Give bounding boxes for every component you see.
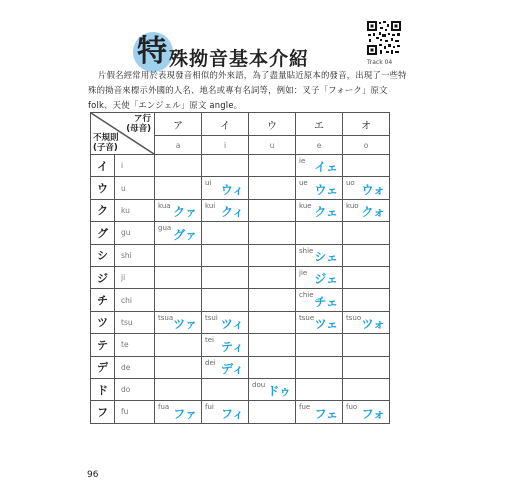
kana-cell	[343, 401, 390, 423]
table-row	[91, 177, 390, 199]
cell-kana: ウェ	[314, 182, 338, 197]
intro-paragraph	[88, 68, 408, 113]
empty-cell	[249, 401, 296, 423]
header-vowel-kana: ウ	[249, 113, 296, 136]
kana-cell	[155, 311, 202, 333]
table-row	[91, 155, 390, 177]
kana-cell	[249, 378, 296, 400]
row-consonant-romaji: i	[115, 155, 155, 177]
kana-cell	[155, 199, 202, 221]
empty-cell	[343, 244, 390, 266]
special-kana-table	[90, 112, 390, 424]
table-row	[91, 289, 390, 311]
empty-cell	[155, 356, 202, 378]
kana-cell	[202, 311, 249, 333]
corner-label-vowel: ア行 (母音)	[126, 114, 151, 134]
row-consonant-kana: ク	[91, 199, 115, 221]
row-consonant-kana: フ	[91, 401, 115, 423]
corner-label-consonant: 不規則 (子音)	[93, 133, 119, 153]
cell-romaji: ui	[205, 179, 212, 188]
header-vowel-kana: オ	[343, 113, 390, 136]
empty-cell	[155, 266, 202, 288]
cell-kana: クェ	[314, 205, 338, 220]
row-consonant-kana: ウ	[91, 177, 115, 199]
cell-kana: ウィ	[220, 182, 244, 197]
empty-cell	[202, 378, 249, 400]
kana-cell	[202, 356, 249, 378]
cell-romaji: ue	[299, 179, 308, 188]
empty-cell	[249, 266, 296, 288]
row-consonant-romaji: de	[115, 356, 155, 378]
kana-cell	[296, 155, 343, 177]
empty-cell	[296, 222, 343, 244]
empty-cell	[202, 289, 249, 311]
cell-romaji: kui	[205, 201, 216, 210]
row-consonant-romaji: gu	[115, 222, 155, 244]
cell-kana: ツィ	[220, 317, 244, 332]
empty-cell	[249, 222, 296, 244]
empty-cell	[296, 334, 343, 356]
empty-cell	[202, 244, 249, 266]
empty-cell	[202, 222, 249, 244]
row-consonant-kana: チ	[91, 289, 115, 311]
cell-romaji: tsuo	[346, 313, 362, 322]
empty-cell	[155, 244, 202, 266]
cell-kana: フォ	[361, 406, 385, 421]
cell-kana: ウォ	[361, 182, 385, 197]
kana-cell	[202, 334, 249, 356]
kana-cell	[202, 177, 249, 199]
cell-kana: フェ	[314, 406, 338, 421]
cell-romaji: tsua	[158, 313, 174, 322]
row-consonant-kana: シ	[91, 244, 115, 266]
empty-cell	[249, 244, 296, 266]
cell-kana: グァ	[172, 227, 197, 242]
cell-kana: シェ	[314, 249, 338, 264]
cell-romaji: fua	[158, 403, 170, 412]
cell-romaji: shie	[299, 246, 314, 255]
cell-kana: クォ	[361, 205, 385, 220]
empty-cell	[249, 155, 296, 177]
intro-text: 片假名經常用於表現發音相似的外來語，為了盡量貼近原本的發音，出現了一些特殊的拗音來標示外國的人名、地名或專有名詞等，例如：叉子「フォーク」原文 folk、天使「エンジェル」原文 angle。	[88, 70, 407, 110]
row-consonant-romaji: tsu	[115, 311, 155, 333]
page-number: 96	[87, 470, 99, 480]
row-consonant-romaji: shi	[115, 244, 155, 266]
kana-cell	[296, 199, 343, 221]
kana-cell	[296, 177, 343, 199]
cell-romaji: kua	[158, 201, 171, 210]
empty-cell	[343, 378, 390, 400]
empty-cell	[343, 356, 390, 378]
row-consonant-kana: テ	[91, 334, 115, 356]
table-row	[91, 378, 390, 400]
row-consonant-romaji: ji	[115, 266, 155, 288]
table-row	[91, 311, 390, 333]
cell-kana: チェ	[314, 294, 338, 309]
row-consonant-kana: ツ	[91, 311, 115, 333]
header-vowel-romaji: a	[155, 136, 202, 155]
cell-romaji: ie	[299, 157, 306, 165]
cell-kana: クィ	[220, 205, 244, 220]
kana-cell	[296, 289, 343, 311]
cell-kana: ツェ	[314, 317, 338, 332]
empty-cell	[155, 155, 202, 177]
empty-cell	[249, 177, 296, 199]
cell-romaji: uo	[346, 179, 355, 188]
track-label: Track 04	[367, 59, 393, 66]
cell-romaji: tsue	[299, 313, 315, 322]
cell-romaji: fue	[299, 403, 311, 412]
empty-cell	[249, 334, 296, 356]
kana-cell	[155, 222, 202, 244]
empty-cell	[249, 289, 296, 311]
kana-cell	[343, 311, 390, 333]
row-consonant-romaji: do	[115, 378, 155, 400]
kana-cell	[296, 401, 343, 423]
cell-romaji: gua	[158, 224, 172, 233]
empty-cell	[155, 378, 202, 400]
header-vowel-kana: イ	[202, 113, 249, 136]
empty-cell	[343, 334, 390, 356]
row-consonant-romaji: u	[115, 177, 155, 199]
empty-cell	[343, 266, 390, 288]
empty-cell	[155, 334, 202, 356]
cell-kana: ドゥ	[267, 384, 291, 399]
empty-cell	[296, 356, 343, 378]
kana-cell	[202, 401, 249, 423]
row-consonant-kana: デ	[91, 356, 115, 378]
cell-kana: イェ	[314, 160, 338, 175]
table-row	[91, 222, 390, 244]
cell-kana: ファ	[173, 406, 197, 421]
empty-cell	[343, 155, 390, 177]
empty-cell	[202, 266, 249, 288]
table-row	[91, 244, 390, 266]
table-row	[91, 266, 390, 288]
cell-romaji: tei	[205, 336, 214, 345]
empty-cell	[249, 311, 296, 333]
row-consonant-kana: ジ	[91, 266, 115, 288]
table-row	[91, 199, 390, 221]
table-corner-cell	[91, 113, 155, 155]
cell-romaji: kue	[299, 201, 312, 210]
cell-kana: フィ	[220, 406, 244, 421]
cell-romaji: dei	[205, 358, 216, 367]
header-vowel-kana: エ	[296, 113, 343, 136]
header-vowel-romaji: u	[249, 136, 296, 155]
row-consonant-romaji: te	[115, 334, 155, 356]
title-first-char: 特	[137, 34, 167, 69]
kana-cell	[343, 177, 390, 199]
cell-kana: ツァ	[173, 317, 197, 332]
cell-kana: ディ	[220, 361, 244, 376]
kana-cell	[296, 244, 343, 266]
row-consonant-kana: ド	[91, 378, 115, 400]
empty-cell	[249, 356, 296, 378]
qr-code-icon[interactable]	[366, 20, 402, 56]
row-consonant-kana: イ	[91, 155, 115, 177]
cell-romaji: fuo	[346, 403, 358, 412]
cell-romaji: tsui	[205, 313, 218, 322]
cell-kana: ティ	[220, 339, 244, 354]
empty-cell	[343, 289, 390, 311]
empty-cell	[249, 199, 296, 221]
cell-kana: ツォ	[361, 317, 385, 332]
cell-romaji: jie	[299, 268, 308, 277]
row-consonant-romaji: ku	[115, 199, 155, 221]
row-consonant-romaji: chi	[115, 289, 155, 311]
table-row	[91, 334, 390, 356]
kana-cell	[296, 266, 343, 288]
row-consonant-romaji: fu	[115, 401, 155, 423]
header-vowel-romaji: e	[296, 136, 343, 155]
empty-cell	[155, 177, 202, 199]
empty-cell	[202, 155, 249, 177]
kana-cell	[155, 401, 202, 423]
title-text: 殊拗音基本介紹	[169, 48, 310, 70]
cell-romaji: kuo	[346, 201, 359, 210]
header-vowel-romaji: o	[343, 136, 390, 155]
kana-cell	[343, 199, 390, 221]
cell-kana: ジェ	[314, 272, 338, 287]
table-row	[91, 356, 390, 378]
header-vowel-kana: ア	[155, 113, 202, 136]
row-consonant-kana: グ	[91, 222, 115, 244]
cell-romaji: chie	[299, 291, 314, 300]
kana-cell	[202, 199, 249, 221]
cell-romaji: fui	[205, 403, 214, 412]
cell-romaji: dou	[252, 380, 266, 389]
cell-kana: クァ	[172, 205, 197, 220]
empty-cell	[343, 222, 390, 244]
empty-cell	[296, 378, 343, 400]
table-row	[91, 401, 390, 423]
header-vowel-romaji: i	[202, 136, 249, 155]
kana-cell	[296, 311, 343, 333]
empty-cell	[155, 289, 202, 311]
